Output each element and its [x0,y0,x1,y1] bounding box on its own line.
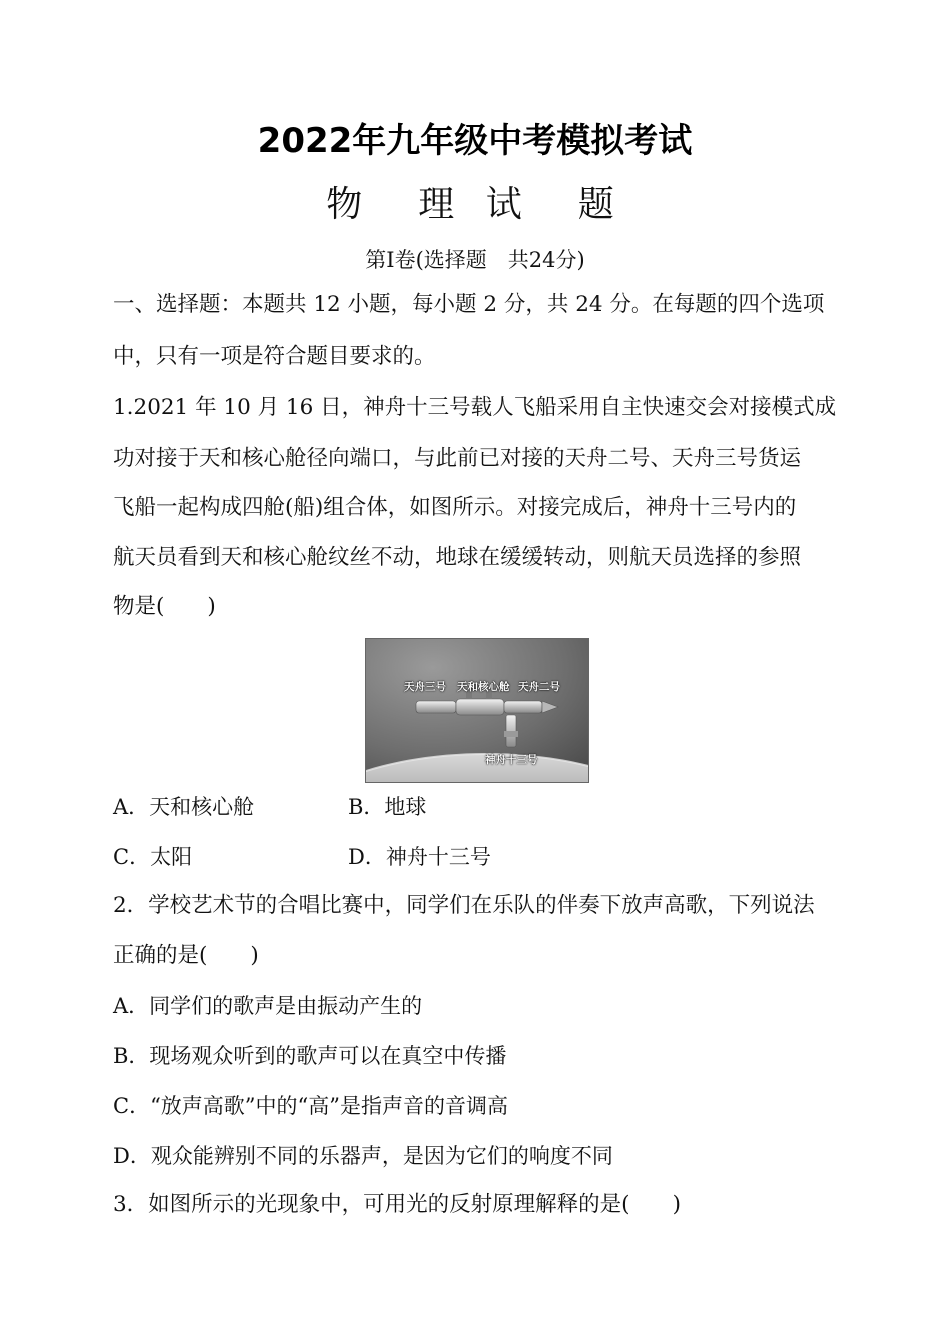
question-1-option-d: D．神舟十三号 [348,845,491,869]
question-1-option-c: C．太阳 [113,845,193,869]
space-station-figure [365,638,589,783]
question-2-line-1: 2．学校艺术节的合唱比赛中，同学们在乐队的伴奏下放声高歌，下列说法 [113,893,815,918]
question-3-line-1: 3．如图所示的光现象中，可用光的反射原理解释的是( ) [113,1192,681,1217]
question-2-line-2: 正确的是( ) [113,943,259,968]
question-1-option-b: B．地球 [348,795,427,819]
question-2-option-c: C．“放声高歌”中的“高”是指声音的音调高 [113,1094,509,1118]
section-heading: 第Ⅰ卷(选择题 共24分) [365,248,585,272]
question-1-line-4: 航天员看到天和核心舱纹丝不动，地球在缓缓转动，则航天员选择的参照 [113,545,802,570]
question-2-option-d: D．观众能辨别不同的乐器声，是因为它们的响度不同 [113,1144,613,1168]
label-tianzhou-3: 天舟三号 [404,681,446,693]
question-1-line-5: 物是( ) [113,594,216,619]
label-tianzhou-2: 天舟二号 [518,681,560,693]
exam-title: 2022年九年级中考模拟考试 [257,121,693,161]
label-tianhe-core: 天和核心舱 [457,681,510,693]
question-1-line-3: 飞船一起构成四舱(船)组合体，如图所示。对接完成后，神舟十三号内的 [113,495,797,520]
question-2-option-a: A．同学们的歌声是由振动产生的 [113,994,423,1018]
label-shenzhou-13: 神舟十三号 [485,754,538,766]
question-1-line-1: 1.2021 年 10 月 16 日，神舟十三号载人飞船采用自主快速交会对接模式成 [113,395,837,420]
question-1-line-2: 功对接于天和核心舱径向端口，与此前已对接的天舟二号、天舟三号货运 [113,446,802,471]
subject-title: 物 理 试 题 [326,184,624,225]
space-station-image [366,639,588,782]
instructions-line-1: 一、选择题：本题共 12 小题，每小题 2 分，共 24 分。在每题的四个选项 [113,292,825,317]
instructions-line-2: 中，只有一项是符合题目要求的。 [113,344,436,369]
question-2-option-b: B．现场观众听到的歌声可以在真空中传播 [113,1044,507,1068]
question-1-option-a: A．天和核心舱 [113,795,255,819]
